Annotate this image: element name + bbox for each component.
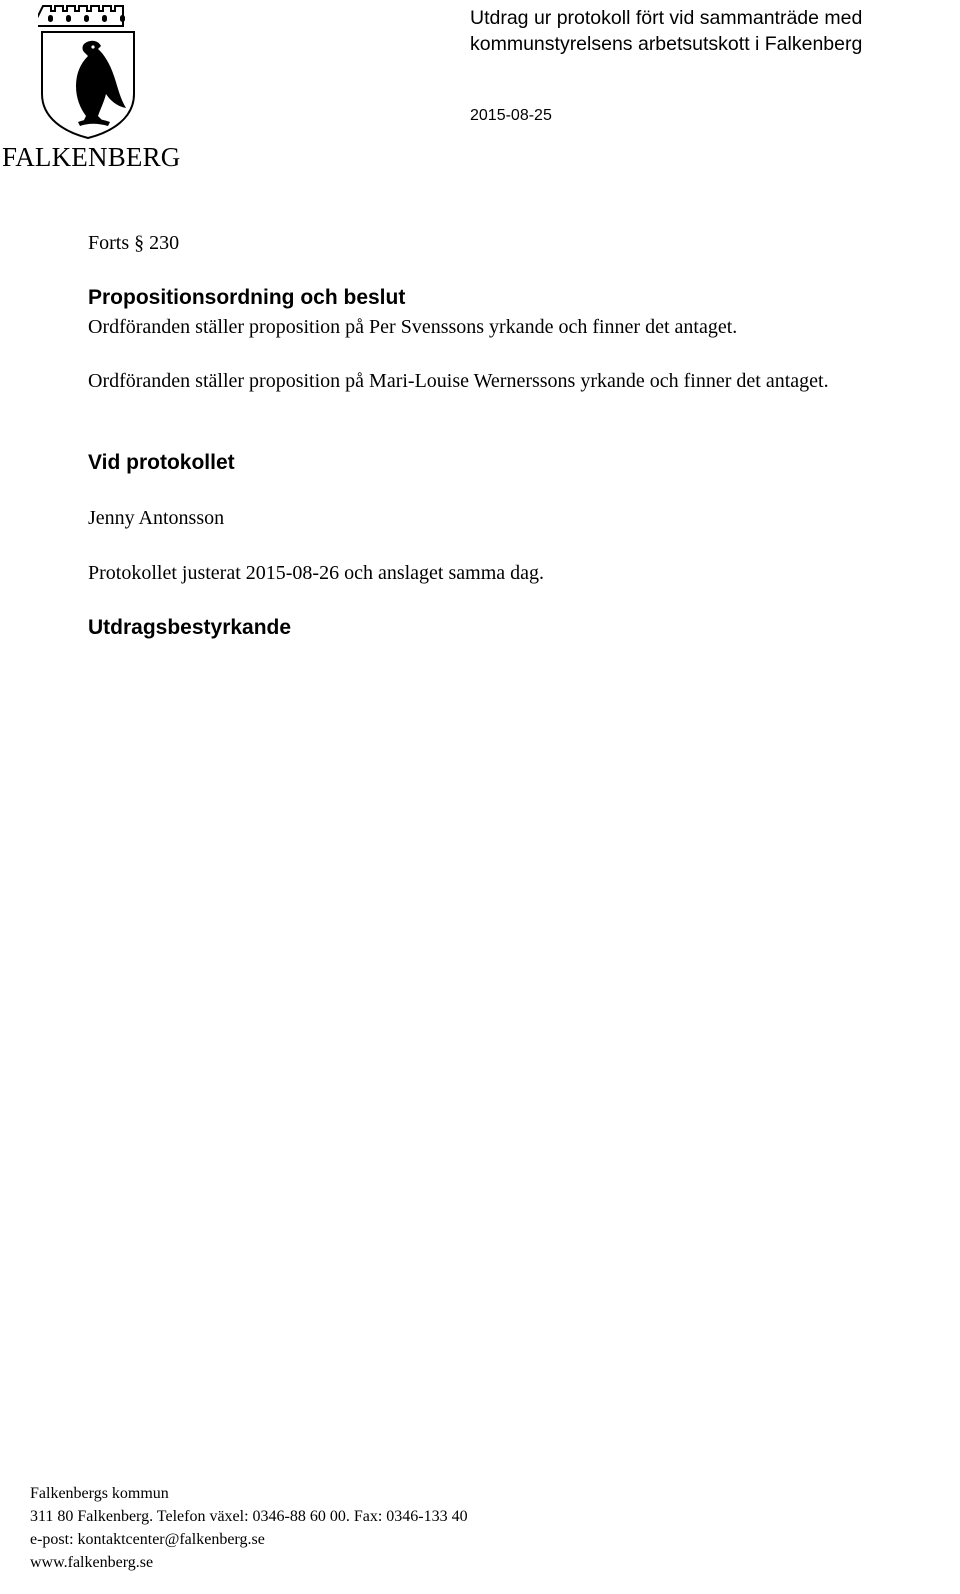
justerat-note: Protokollet justerat 2015-08-26 och anslaget samma dag. bbox=[88, 562, 545, 584]
header-title-line-1: Utdrag ur protokoll fört vid sammanträde med bbox=[470, 7, 863, 29]
document-header-title bbox=[470, 5, 950, 57]
vid-protokollet-heading: Vid protokollet bbox=[88, 451, 235, 474]
footer-website: www.falkenberg.se bbox=[30, 1554, 154, 1571]
document-footer bbox=[30, 1482, 468, 1574]
paragraph-reference: Forts § 230 bbox=[88, 232, 180, 254]
footer-address-phone-fax: 311 80 Falkenberg. Telefon växel: 0346-88 60 00. Fax: 0346-133 40 bbox=[30, 1508, 468, 1525]
falkenberg-wordmark: FALKENBERG bbox=[2, 142, 181, 172]
meeting-date: 2015-08-25 bbox=[470, 107, 552, 124]
utdragsbestyrkande-heading: Utdragsbestyrkande bbox=[88, 616, 292, 639]
header-title-line-2: kommunstyrelsens arbetsutskott i Falkenberg bbox=[470, 33, 863, 55]
falkenberg-coat-of-arms-logo bbox=[38, 2, 138, 140]
paragraph-proposition-2: Ordföranden ställer proposition på Mari-Louise Wernerssons yrkande och finner det antaget. bbox=[88, 370, 829, 392]
secretary-name: Jenny Antonsson bbox=[88, 507, 225, 529]
paragraph-proposition-1: Ordföranden ställer proposition på Per Svenssons yrkande och finner det antaget. bbox=[88, 316, 738, 338]
footer-email: e-post: kontaktcenter@falkenberg.se bbox=[30, 1531, 265, 1548]
footer-organization: Falkenbergs kommun bbox=[30, 1485, 169, 1502]
section-heading: Propositionsordning och beslut bbox=[88, 286, 406, 309]
